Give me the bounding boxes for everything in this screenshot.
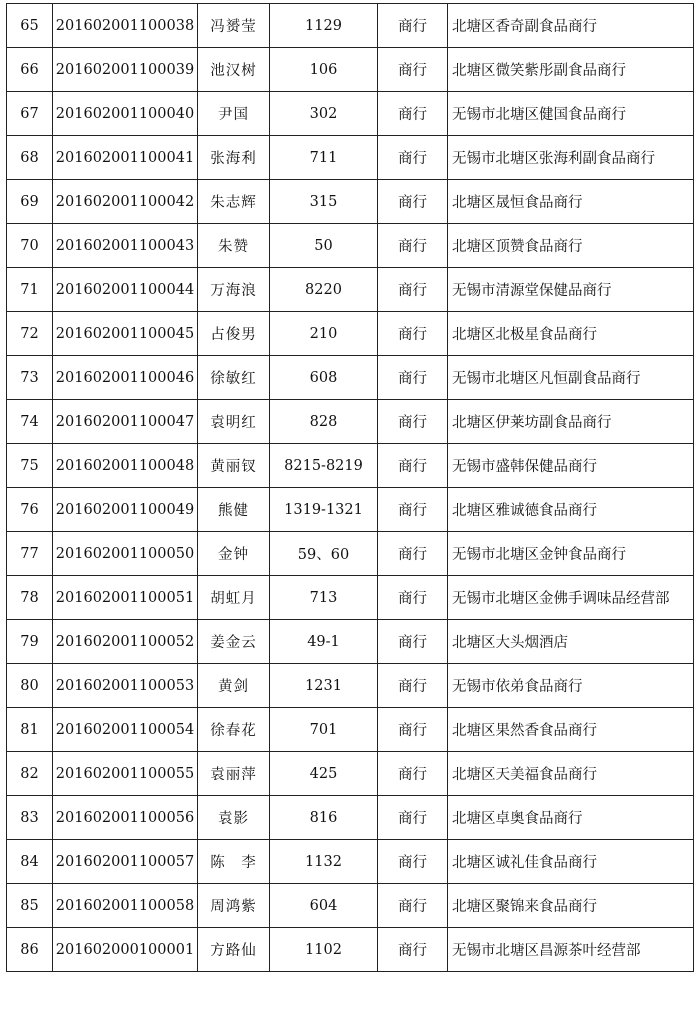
operator-name: 金钟: [198, 532, 270, 576]
operator-name: 袁明红: [198, 400, 270, 444]
business-type: 商行: [378, 48, 448, 92]
address-number: 302: [270, 92, 378, 136]
operator-name: 占俊男: [198, 312, 270, 356]
address-number: 8215-8219: [270, 444, 378, 488]
row-number: 73: [7, 356, 53, 400]
shop-name: 北塘区顶赞食品商行: [448, 224, 694, 268]
business-type: 商行: [378, 884, 448, 928]
operator-name: 周鸿紫: [198, 884, 270, 928]
business-type: 商行: [378, 532, 448, 576]
table-row: [7, 312, 694, 356]
address-number: 604: [270, 884, 378, 928]
operator-name: 陈 李: [198, 840, 270, 884]
shop-name: 北塘区香奇副食品商行: [448, 4, 694, 48]
row-number: 84: [7, 840, 53, 884]
table-row: [7, 532, 694, 576]
table-row: [7, 224, 694, 268]
table-row: [7, 576, 694, 620]
operator-name: 黄剑: [198, 664, 270, 708]
table-row: [7, 4, 694, 48]
row-number: 80: [7, 664, 53, 708]
business-type: 商行: [378, 4, 448, 48]
registration-number: 201602001100042: [53, 180, 198, 224]
table-row: [7, 488, 694, 532]
shop-name: 无锡市盛韩保健品商行: [448, 444, 694, 488]
registration-number: 201602001100045: [53, 312, 198, 356]
row-number: 75: [7, 444, 53, 488]
shop-name: 无锡市北塘区健国食品商行: [448, 92, 694, 136]
row-number: 69: [7, 180, 53, 224]
shop-name: 北塘区聚锦来食品商行: [448, 884, 694, 928]
operator-name: 姜金云: [198, 620, 270, 664]
address-number: 711: [270, 136, 378, 180]
table-row: [7, 884, 694, 928]
registration-number: 201602001100053: [53, 664, 198, 708]
registration-number: 201602001100043: [53, 224, 198, 268]
registration-number: 201602001100051: [53, 576, 198, 620]
address-number: 210: [270, 312, 378, 356]
registration-number: 201602001100058: [53, 884, 198, 928]
registration-number: 201602001100052: [53, 620, 198, 664]
row-number: 82: [7, 752, 53, 796]
row-number: 79: [7, 620, 53, 664]
shop-name: 无锡市依弟食品商行: [448, 664, 694, 708]
registration-number: 201602001100044: [53, 268, 198, 312]
address-number: 713: [270, 576, 378, 620]
operator-name: 熊健: [198, 488, 270, 532]
row-number: 66: [7, 48, 53, 92]
address-number: 701: [270, 708, 378, 752]
business-type: 商行: [378, 136, 448, 180]
row-number: 74: [7, 400, 53, 444]
operator-name: 万海浪: [198, 268, 270, 312]
address-number: 1231: [270, 664, 378, 708]
row-number: 86: [7, 928, 53, 972]
registration-number: 201602000100001: [53, 928, 198, 972]
address-number: 425: [270, 752, 378, 796]
shop-name: 无锡市北塘区昌源茶叶经营部: [448, 928, 694, 972]
business-type: 商行: [378, 620, 448, 664]
address-number: 315: [270, 180, 378, 224]
business-type: 商行: [378, 708, 448, 752]
registration-number: 201602001100048: [53, 444, 198, 488]
table-row: [7, 180, 694, 224]
business-type: 商行: [378, 180, 448, 224]
operator-name: 尹国: [198, 92, 270, 136]
operator-name: 池汉树: [198, 48, 270, 92]
row-number: 68: [7, 136, 53, 180]
table-row: [7, 136, 694, 180]
business-type: 商行: [378, 268, 448, 312]
shop-name: 北塘区雅诚德食品商行: [448, 488, 694, 532]
operator-name: 张海利: [198, 136, 270, 180]
shop-name: 北塘区北极星食品商行: [448, 312, 694, 356]
registration-table: [6, 3, 694, 972]
row-number: 72: [7, 312, 53, 356]
business-type: 商行: [378, 444, 448, 488]
shop-name: 北塘区诚礼佳食品商行: [448, 840, 694, 884]
registration-number: 201602001100050: [53, 532, 198, 576]
business-type: 商行: [378, 400, 448, 444]
table-row: [7, 620, 694, 664]
operator-name: 袁丽萍: [198, 752, 270, 796]
business-type: 商行: [378, 224, 448, 268]
shop-name: 北塘区大头烟酒店: [448, 620, 694, 664]
registration-number: 201602001100054: [53, 708, 198, 752]
operator-name: 方路仙: [198, 928, 270, 972]
row-number: 76: [7, 488, 53, 532]
business-type: 商行: [378, 576, 448, 620]
registration-number: 201602001100056: [53, 796, 198, 840]
address-number: 828: [270, 400, 378, 444]
table-row: [7, 92, 694, 136]
row-number: 81: [7, 708, 53, 752]
table-row: [7, 48, 694, 92]
shop-name: 北塘区伊莱坊副食品商行: [448, 400, 694, 444]
table-row: [7, 400, 694, 444]
registration-number: 201602001100040: [53, 92, 198, 136]
address-number: 608: [270, 356, 378, 400]
address-number: 1132: [270, 840, 378, 884]
table-row: [7, 708, 694, 752]
shop-name: 无锡市北塘区金钟食品商行: [448, 532, 694, 576]
table-body: [7, 4, 694, 972]
business-type: 商行: [378, 752, 448, 796]
row-number: 71: [7, 268, 53, 312]
operator-name: 黄丽钗: [198, 444, 270, 488]
table-row: [7, 356, 694, 400]
business-type: 商行: [378, 796, 448, 840]
address-number: 1319-1321: [270, 488, 378, 532]
business-type: 商行: [378, 488, 448, 532]
table-row: [7, 444, 694, 488]
registration-number: 201602001100047: [53, 400, 198, 444]
registration-number: 201602001100041: [53, 136, 198, 180]
table-row: [7, 796, 694, 840]
address-number: 50: [270, 224, 378, 268]
shop-name: 北塘区天美福食品商行: [448, 752, 694, 796]
address-number: 49-1: [270, 620, 378, 664]
address-number: 1129: [270, 4, 378, 48]
table-row: [7, 928, 694, 972]
business-type: 商行: [378, 840, 448, 884]
table-row: [7, 752, 694, 796]
shop-name: 无锡市北塘区金佛手调味品经营部: [448, 576, 694, 620]
registration-number: 201602001100046: [53, 356, 198, 400]
table-row: [7, 840, 694, 884]
table-row: [7, 268, 694, 312]
row-number: 77: [7, 532, 53, 576]
address-number: 106: [270, 48, 378, 92]
row-number: 70: [7, 224, 53, 268]
address-number: 59、60: [270, 532, 378, 576]
registration-number: 201602001100057: [53, 840, 198, 884]
row-number: 83: [7, 796, 53, 840]
operator-name: 袁影: [198, 796, 270, 840]
registration-number: 201602001100049: [53, 488, 198, 532]
operator-name: 朱志辉: [198, 180, 270, 224]
registration-number: 201602001100055: [53, 752, 198, 796]
shop-name: 无锡市北塘区凡恒副食品商行: [448, 356, 694, 400]
row-number: 67: [7, 92, 53, 136]
business-type: 商行: [378, 928, 448, 972]
address-number: 8220: [270, 268, 378, 312]
shop-name: 北塘区果然香食品商行: [448, 708, 694, 752]
shop-name: 北塘区卓奥食品商行: [448, 796, 694, 840]
operator-name: 徐敏红: [198, 356, 270, 400]
operator-name: 朱赞: [198, 224, 270, 268]
operator-name: 冯赟莹: [198, 4, 270, 48]
operator-name: 胡虹月: [198, 576, 270, 620]
row-number: 65: [7, 4, 53, 48]
address-number: 1102: [270, 928, 378, 972]
business-type: 商行: [378, 92, 448, 136]
shop-name: 无锡市北塘区张海利副食品商行: [448, 136, 694, 180]
address-number: 816: [270, 796, 378, 840]
business-type: 商行: [378, 356, 448, 400]
registration-number: 201602001100039: [53, 48, 198, 92]
business-type: 商行: [378, 664, 448, 708]
table-row: [7, 664, 694, 708]
shop-name: 北塘区晟恒食品商行: [448, 180, 694, 224]
row-number: 85: [7, 884, 53, 928]
shop-name: 无锡市清源堂保健品商行: [448, 268, 694, 312]
shop-name: 北塘区微笑紫彤副食品商行: [448, 48, 694, 92]
row-number: 78: [7, 576, 53, 620]
operator-name: 徐春花: [198, 708, 270, 752]
registration-number: 201602001100038: [53, 4, 198, 48]
business-type: 商行: [378, 312, 448, 356]
